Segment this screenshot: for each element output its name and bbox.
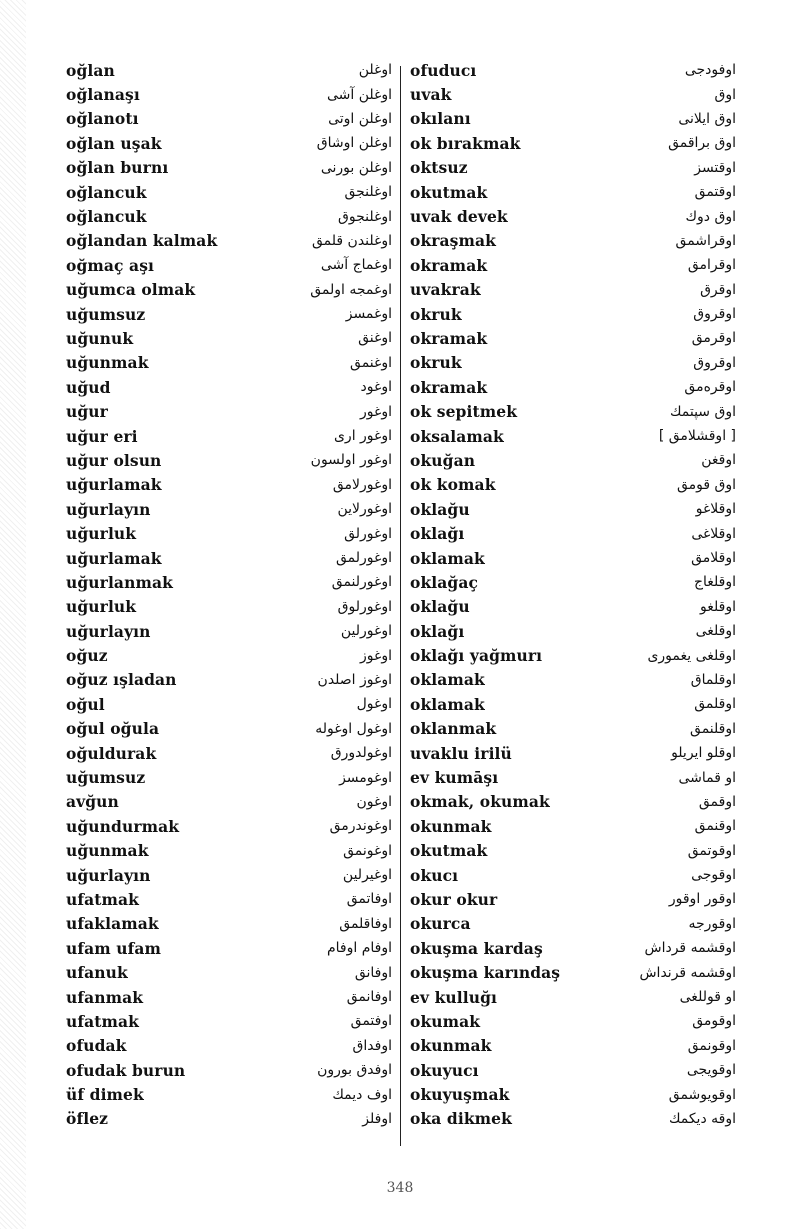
latin-headword: uğumca olmak: [66, 280, 196, 300]
latin-headword: ev kulluğı: [410, 987, 498, 1007]
latin-headword: okuyucı: [410, 1060, 479, 1080]
ottoman-spelling: اوقلغی: [695, 623, 736, 640]
ottoman-spelling: اوغلنجق: [344, 184, 392, 201]
dictionary-entry: [66, 448, 398, 472]
ottoman-spelling: اوغومسز: [339, 769, 392, 786]
latin-headword: oğlanaşı: [66, 85, 140, 105]
ottoman-spelling: اوقغن: [701, 452, 736, 469]
latin-headword: oklağı yağmurı: [410, 646, 543, 666]
ottoman-spelling: اوقرمق: [691, 330, 736, 347]
ottoman-spelling: اوقتمق: [694, 184, 736, 201]
latin-headword: uvak devek: [410, 207, 508, 227]
latin-headword: uğurluk: [66, 597, 137, 617]
latin-headword: okucı: [410, 865, 459, 885]
dictionary-entry: [410, 229, 738, 253]
ottoman-spelling: او قماشی: [678, 769, 736, 786]
ottoman-spelling: اوقلغاج: [693, 574, 736, 591]
dictionary-entry: [66, 985, 398, 1009]
dictionary-entry: [410, 960, 738, 984]
latin-headword: okruk: [410, 353, 462, 373]
ottoman-spelling: اوقلامق: [691, 550, 736, 566]
page-number: 348: [386, 1180, 414, 1196]
ottoman-spelling: اوفودجی: [684, 62, 736, 79]
latin-headword: okutmak: [410, 841, 488, 861]
latin-headword: uğunmak: [66, 353, 149, 373]
latin-headword: uğumsuz: [66, 768, 146, 788]
latin-headword: oklamak: [410, 694, 485, 714]
ottoman-spelling: اوقنمق: [694, 818, 736, 835]
dictionary-entry: [66, 912, 398, 936]
latin-headword: okuyuşmak: [410, 1085, 510, 1105]
dictionary-entry: [410, 473, 738, 497]
dictionary-entry: [410, 58, 738, 82]
ottoman-spelling: اوق سپتمك: [669, 403, 736, 420]
latin-headword: ok sepitmek: [410, 402, 518, 422]
dictionary-entry: [410, 1082, 738, 1106]
latin-headword: oğul oğula: [66, 719, 160, 739]
dictionary-entry: [410, 643, 738, 667]
latin-headword: ufaklamak: [66, 914, 159, 934]
ottoman-spelling: اوقلو ایریلو: [671, 745, 736, 762]
ottoman-spelling: اوقومق: [692, 1013, 736, 1030]
dictionary-entry: [410, 936, 738, 960]
dictionary-entry: [410, 1009, 738, 1033]
latin-headword: ufam ufam: [66, 938, 162, 958]
latin-headword: okunmak: [410, 816, 492, 836]
latin-headword: üf dimek: [66, 1085, 144, 1105]
latin-headword: oğmaç aşı: [66, 255, 155, 275]
dictionary-entry: [66, 668, 398, 692]
dictionary-entry: [410, 887, 738, 911]
latin-headword: uğurlamak: [66, 548, 162, 568]
latin-headword: uğud: [66, 377, 111, 397]
ottoman-spelling: اوفلز: [362, 1110, 392, 1127]
dictionary-entry: [410, 765, 738, 789]
dictionary-page: [66, 58, 738, 1148]
ottoman-spelling: اوغمجه اولمق: [310, 281, 392, 298]
dictionary-entry: [66, 473, 398, 497]
latin-headword: uğunmak: [66, 841, 149, 861]
dictionary-entry: [66, 863, 398, 887]
latin-headword: uvakrak: [410, 280, 481, 300]
dictionary-entry: [410, 839, 738, 863]
dictionary-entry: [410, 448, 738, 472]
dictionary-entry: [66, 1009, 398, 1033]
dictionary-entry: [410, 497, 738, 521]
dictionary-entry: [410, 1034, 738, 1058]
ottoman-spelling: اوقرامق: [687, 257, 736, 274]
latin-headword: ufatmak: [66, 889, 140, 909]
dictionary-entry: [66, 887, 398, 911]
ottoman-spelling: اوغول اوغوله: [315, 720, 392, 737]
dictionary-entry: [410, 156, 738, 180]
ottoman-spelling: اوغوندرمق: [329, 818, 392, 835]
latin-headword: oğlancuk: [66, 182, 147, 202]
ottoman-spelling: اوقوجی: [691, 867, 736, 884]
latin-headword: öflez: [66, 1109, 109, 1129]
dictionary-entry: [66, 278, 398, 302]
dictionary-entry: [66, 156, 398, 180]
dictionary-entry: [66, 643, 398, 667]
dictionary-entry: [410, 424, 738, 448]
latin-headword: okılanı: [410, 109, 471, 129]
ottoman-spelling: اوقونمق: [687, 1037, 736, 1054]
latin-headword: oğuz ışladan: [66, 670, 177, 690]
ottoman-spelling: اوفداق: [352, 1037, 392, 1054]
latin-headword: ofuducı: [410, 60, 477, 80]
dictionary-entry: [410, 790, 738, 814]
latin-headword: oklağı: [410, 524, 465, 544]
latin-headword: uğur olsun: [66, 450, 162, 470]
ottoman-spelling: اوغور اولسون: [310, 452, 392, 469]
ottoman-spelling: اوغول: [356, 696, 392, 713]
latin-headword: okur okur: [410, 889, 498, 909]
dictionary-entry: [410, 399, 738, 423]
ottoman-spelling: اوغلنجوق: [338, 208, 392, 225]
latin-headword: ofudak: [66, 1036, 127, 1056]
ottoman-spelling: اوقلاغو: [695, 501, 736, 518]
ottoman-spelling: اوغورلق: [344, 525, 392, 542]
ottoman-spelling: اوغون: [356, 793, 392, 810]
latin-headword: oklağı: [410, 621, 465, 641]
ottoman-spelling: اوغور: [360, 403, 392, 420]
latin-headword: avğun: [66, 792, 119, 812]
dictionary-entry: [410, 985, 738, 1009]
ottoman-spelling: اوق قومق: [676, 476, 736, 493]
latin-headword: oğuldurak: [66, 743, 157, 763]
ottoman-spelling: اوغورلوق: [337, 598, 392, 615]
dictionary-entry: [410, 912, 738, 936]
latin-headword: uğurlayın: [66, 621, 151, 641]
ottoman-spelling: اوقرق: [700, 281, 736, 298]
dictionary-entry: [66, 717, 398, 741]
ottoman-spelling: اوقراشمق: [675, 232, 736, 249]
ottoman-spelling: اوفاقلمق: [339, 915, 392, 932]
latin-headword: oğlan burnı: [66, 158, 169, 178]
dictionary-entry: [66, 424, 398, 448]
dictionary-entry: [66, 1058, 398, 1082]
ottoman-spelling: اوغلن اوشاق: [316, 135, 392, 152]
ottoman-spelling: اوقلمق: [694, 696, 736, 713]
ottoman-spelling: اوغوز اصلدن: [317, 671, 392, 688]
dictionary-entry: [410, 570, 738, 594]
scan-edge-shadow: [0, 0, 26, 1229]
ottoman-spelling: اوقلنمق: [690, 720, 736, 737]
dictionary-entry: [66, 131, 398, 155]
ottoman-spelling: اوغورلنمق: [331, 574, 392, 591]
latin-headword: okutmak: [410, 182, 488, 202]
dictionary-entry: [410, 692, 738, 716]
latin-headword: uğundurmak: [66, 816, 180, 836]
latin-headword: ev kumāşı: [410, 768, 499, 788]
ottoman-spelling: اوف دیمك: [332, 1086, 392, 1103]
dictionary-entry: [66, 399, 398, 423]
dictionary-entry: [66, 58, 398, 82]
dictionary-entry: [66, 546, 398, 570]
latin-headword: oğlandan kalmak: [66, 231, 218, 251]
ottoman-spelling: اوفانق: [354, 964, 392, 981]
dictionary-entry: [66, 595, 398, 619]
ottoman-spelling: اوغلن آشی: [326, 86, 392, 103]
dictionary-entry: [410, 717, 738, 741]
latin-headword: ok bırakmak: [410, 133, 521, 153]
ottoman-spelling: اوغورلاین: [337, 501, 392, 518]
latin-headword: uvaklu irilü: [410, 743, 512, 763]
latin-headword: oğlanotı: [66, 109, 139, 129]
latin-headword: ofudak burun: [66, 1060, 186, 1080]
ottoman-spelling: اوغمسز: [345, 306, 392, 323]
ottoman-spelling: اوفام اوفام: [326, 940, 392, 957]
ottoman-spelling: اوغورلمق: [336, 550, 392, 566]
ottoman-spelling: اوقشمه قرداش: [644, 940, 736, 957]
dictionary-entry: [66, 936, 398, 960]
ottoman-spelling: اوقشمه قرنداش: [639, 964, 736, 981]
dictionary-entry: [410, 521, 738, 545]
ottoman-spelling: اوق دوك: [685, 208, 736, 225]
ottoman-spelling: اوقلماق: [690, 671, 736, 688]
ottoman-spelling: اوغور اری: [333, 428, 392, 445]
ottoman-spelling: اوقرەمق: [684, 379, 736, 396]
ottoman-spelling: اوقمق: [698, 793, 736, 810]
ottoman-spelling: اوق: [714, 86, 736, 103]
dictionary-entry: [410, 1058, 738, 1082]
ottoman-spelling: اوغلندن قلمق: [311, 232, 392, 249]
ottoman-spelling: اوغورلین: [340, 623, 392, 640]
latin-headword: okumak: [410, 1011, 481, 1031]
latin-headword: uğurlayın: [66, 865, 151, 885]
ottoman-spelling: اوق ایلانی: [678, 110, 736, 127]
dictionary-entry: [410, 619, 738, 643]
ottoman-spelling: اوغیرلین: [342, 867, 392, 884]
latin-headword: uğur: [66, 402, 108, 422]
dictionary-entry: [410, 131, 738, 155]
ottoman-spelling: اوغود: [360, 379, 392, 396]
ottoman-spelling: اوفدق بورون: [317, 1062, 392, 1079]
latin-headword: oklanmak: [410, 719, 497, 739]
latin-headword: oklamak: [410, 670, 485, 690]
dictionary-entry: [410, 180, 738, 204]
dictionary-entry: [66, 765, 398, 789]
ottoman-spelling: اوغلن بورنی: [320, 159, 392, 176]
latin-headword: oğlancuk: [66, 207, 147, 227]
dictionary-entry: [66, 326, 398, 350]
left-column: [66, 58, 398, 1131]
latin-headword: uğunuk: [66, 328, 134, 348]
dictionary-entry: [66, 814, 398, 838]
latin-headword: oklağaç: [410, 572, 479, 592]
ottoman-spelling: اوقلغو: [700, 598, 736, 615]
ottoman-spelling: اوغولدورق: [330, 745, 392, 762]
dictionary-entry: [410, 863, 738, 887]
latin-headword: oklağu: [410, 499, 470, 519]
ottoman-spelling: اوفاتمق: [346, 891, 392, 908]
dictionary-entry: [410, 351, 738, 375]
dictionary-entry: [66, 521, 398, 545]
ottoman-spelling: اوفانمق: [346, 989, 392, 1006]
ottoman-spelling: اوقلغی یغموری: [647, 647, 736, 664]
dictionary-entry: [66, 229, 398, 253]
latin-headword: okuğan: [410, 450, 476, 470]
dictionary-entry: [66, 204, 398, 228]
dictionary-entry: [410, 82, 738, 106]
dictionary-entry: [410, 375, 738, 399]
latin-headword: okmak, okumak: [410, 792, 550, 812]
latin-headword: uğurlamak: [66, 475, 162, 495]
dictionary-entry: [410, 253, 738, 277]
ottoman-spelling: اوغنمق: [350, 354, 392, 371]
latin-headword: ufanuk: [66, 963, 128, 983]
dictionary-entry: [66, 351, 398, 375]
dictionary-entry: [410, 302, 738, 326]
latin-headword: oklamak: [410, 548, 485, 568]
dictionary-entry: [66, 180, 398, 204]
dictionary-entry: [410, 204, 738, 228]
latin-headword: okraşmak: [410, 231, 496, 251]
ottoman-spelling: اوفتمق: [350, 1013, 392, 1030]
ottoman-spelling: اوقروق: [693, 306, 736, 323]
latin-headword: okramak: [410, 377, 488, 397]
latin-headword: okunmak: [410, 1036, 492, 1056]
latin-headword: oklağu: [410, 597, 470, 617]
ottoman-spelling: اوغماج آشی: [320, 257, 392, 274]
dictionary-entry: [410, 326, 738, 350]
dictionary-entry: [66, 253, 398, 277]
right-column: [410, 58, 738, 1131]
latin-headword: ok komak: [410, 475, 496, 495]
latin-headword: oğlan uşak: [66, 133, 162, 153]
latin-headword: okramak: [410, 328, 488, 348]
dictionary-entry: [66, 1082, 398, 1106]
ottoman-spelling: اوغنق: [358, 330, 392, 347]
dictionary-entry: [66, 570, 398, 594]
latin-headword: okuşma kardaş: [410, 938, 543, 958]
latin-headword: uğur eri: [66, 426, 138, 446]
ottoman-spelling: او قوللغی: [679, 989, 736, 1006]
dictionary-entry: [66, 497, 398, 521]
latin-headword: oksalamak: [410, 426, 504, 446]
ottoman-spelling: [ اوقشلامق ]: [658, 428, 736, 445]
latin-headword: ufanmak: [66, 987, 144, 1007]
latin-headword: okurca: [410, 914, 471, 934]
column-divider: [400, 66, 401, 1146]
dictionary-entry: [66, 82, 398, 106]
dictionary-entry: [66, 619, 398, 643]
latin-headword: uğurluk: [66, 524, 137, 544]
ottoman-spelling: اوغونمق: [343, 842, 392, 859]
ottoman-spelling: اوغوز: [360, 647, 392, 664]
ottoman-spelling: اوغلن اوتی: [328, 110, 392, 127]
latin-headword: oka dikmek: [410, 1109, 512, 1129]
dictionary-entry: [410, 1107, 738, 1131]
dictionary-entry: [66, 1107, 398, 1131]
dictionary-entry: [410, 107, 738, 131]
ottoman-spelling: اوقتسز: [694, 159, 736, 176]
latin-headword: okramak: [410, 255, 488, 275]
ottoman-spelling: اوقوتمق: [687, 842, 736, 859]
latin-headword: okuşma karındaş: [410, 963, 561, 983]
dictionary-entry: [66, 1034, 398, 1058]
dictionary-entry: [410, 814, 738, 838]
latin-headword: okruk: [410, 304, 462, 324]
latin-headword: uvak: [410, 85, 452, 105]
dictionary-entry: [66, 302, 398, 326]
ottoman-spelling: اوقلاغی: [691, 525, 736, 542]
ottoman-spelling: اوقورجه: [688, 915, 736, 932]
latin-headword: oğuz: [66, 646, 108, 666]
latin-headword: oğlan: [66, 60, 115, 80]
dictionary-entry: [410, 546, 738, 570]
latin-headword: uğurlayın: [66, 499, 151, 519]
dictionary-entry: [410, 668, 738, 692]
dictionary-entry: [66, 839, 398, 863]
dictionary-entry: [410, 595, 738, 619]
ottoman-spelling: اوقویجی: [686, 1062, 736, 1079]
ottoman-spelling: اوقور اوقور: [668, 891, 736, 908]
dictionary-entry: [66, 375, 398, 399]
dictionary-entry: [66, 741, 398, 765]
dictionary-entry: [66, 692, 398, 716]
ottoman-spelling: اوقویوشمق: [668, 1086, 736, 1103]
ottoman-spelling: اوق براقمق: [668, 135, 736, 152]
dictionary-entry: [410, 741, 738, 765]
dictionary-entry: [66, 960, 398, 984]
latin-headword: oktsuz: [410, 158, 468, 178]
dictionary-entry: [66, 790, 398, 814]
latin-headword: oğul: [66, 694, 105, 714]
ottoman-spelling: اوغلن: [358, 62, 392, 79]
dictionary-entry: [410, 278, 738, 302]
latin-headword: ufatmak: [66, 1011, 140, 1031]
ottoman-spelling: اوغورلامق: [332, 476, 392, 493]
latin-headword: uğurlanmak: [66, 572, 173, 592]
dictionary-entry: [66, 107, 398, 131]
latin-headword: uğumsuz: [66, 304, 146, 324]
ottoman-spelling: اوقروق: [693, 354, 736, 371]
ottoman-spelling: اوقه دیکمك: [668, 1110, 736, 1127]
